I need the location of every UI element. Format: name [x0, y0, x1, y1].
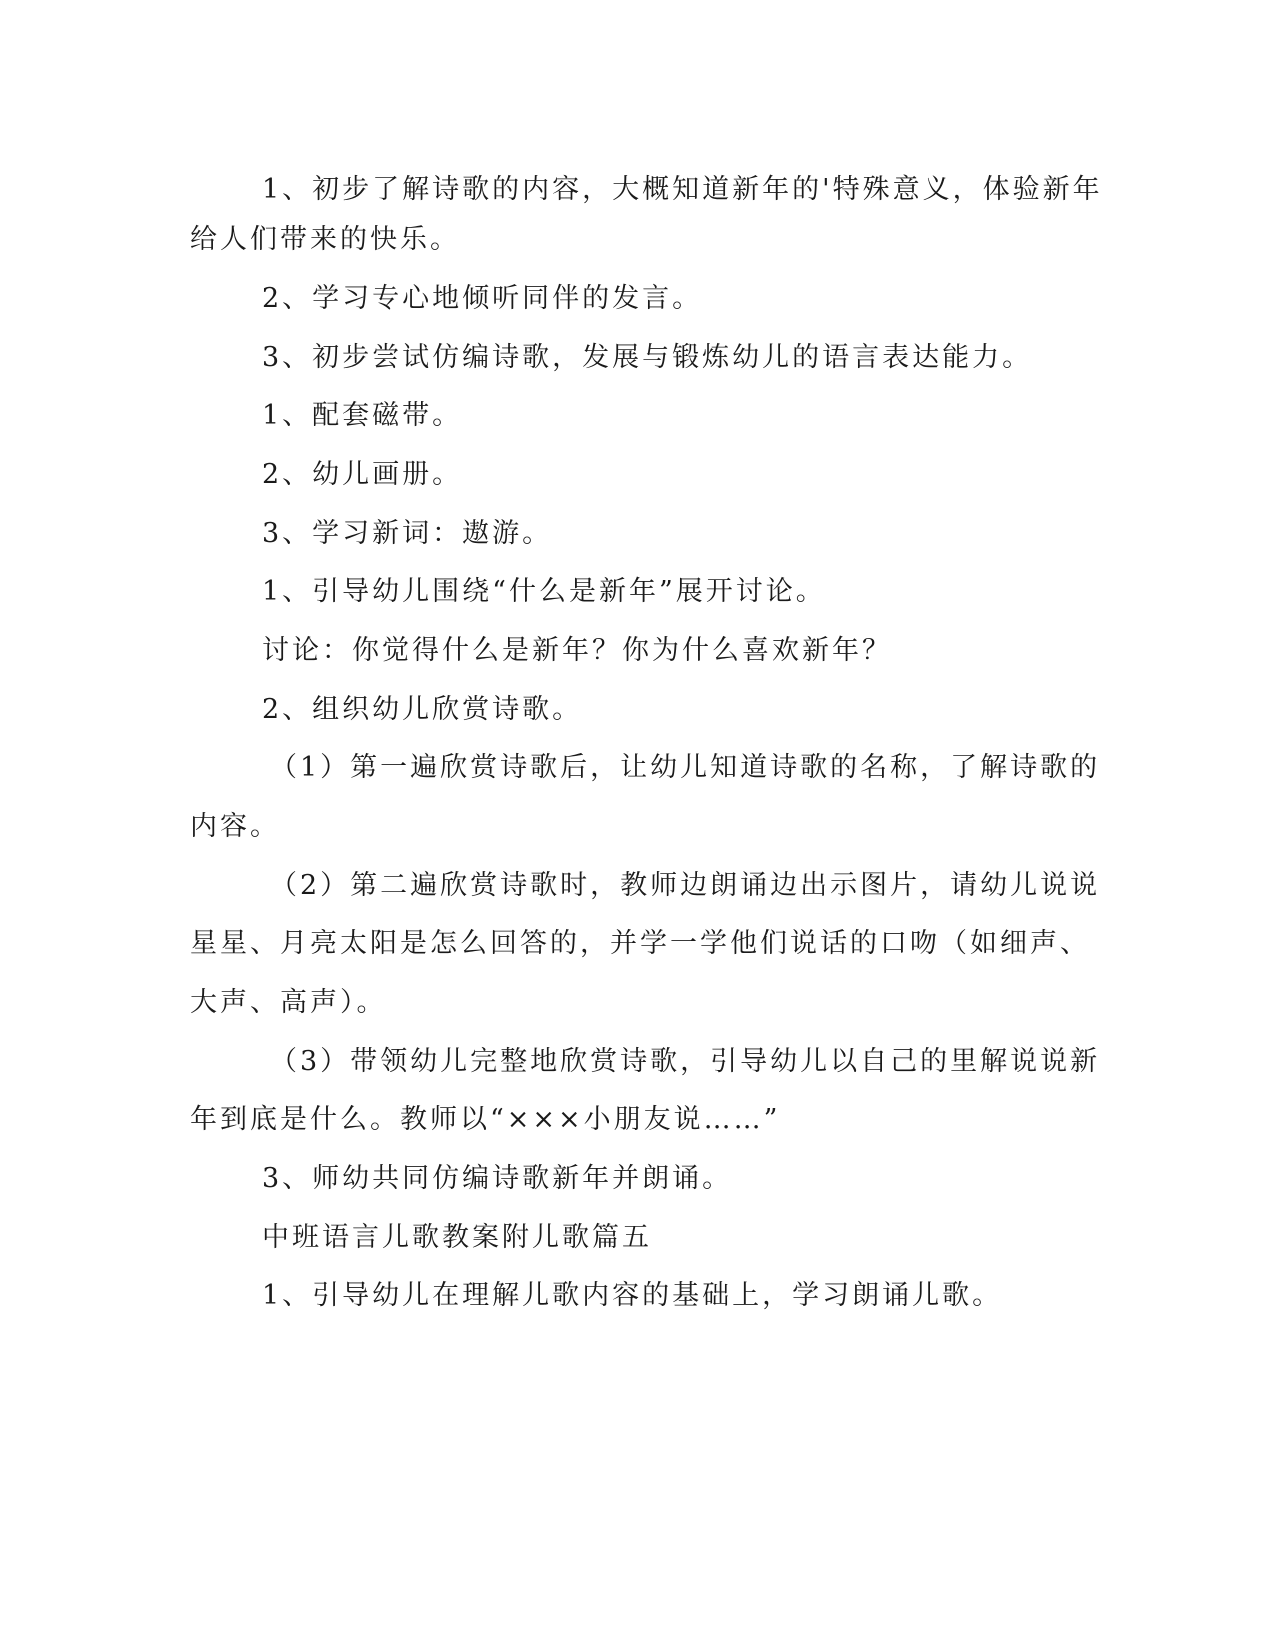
goal-1-line-2: 给人们带来的快乐。 [190, 224, 460, 255]
goal-2: 2、学习专心地倾听同伴的发言。 [262, 283, 703, 314]
substep-1-line-1: （1）第一遍欣赏诗歌后，让幼儿知道诗歌的名称，了解诗歌的 [270, 752, 1101, 783]
goal-1-line-1: 1、初步了解诗歌的内容，大概知道新年的'特殊意义，体验新年 [262, 174, 1103, 205]
process-step-2: 2、组织幼儿欣赏诗歌。 [262, 694, 583, 725]
section-goal-1: 1、引导幼儿在理解儿歌内容的基础上，学习朗诵儿歌。 [262, 1280, 1003, 1311]
discussion-question: 讨论：你觉得什么是新年？你为什么喜欢新年？ [262, 635, 892, 666]
substep-2-line-3: 大声、高声）。 [190, 987, 387, 1018]
section-heading: 中班语言儿歌教案附儿歌篇五 [262, 1222, 652, 1253]
substep-3-line-1: （3）带领幼儿完整地欣赏诗歌，引导幼儿以自己的里解说说新 [270, 1046, 1101, 1077]
process-step-3: 3、师幼共同仿编诗歌新年并朗诵。 [262, 1163, 733, 1194]
material-2: 2、幼儿画册。 [262, 459, 463, 490]
process-step-1: 1、引导幼儿围绕“什么是新年”展开讨论。 [262, 576, 826, 607]
material-3: 3、学习新词：遨游。 [262, 518, 553, 549]
substep-2-line-2: 星星、月亮太阳是怎么回答的，并学一学他们说话的口吻（如细声、 [190, 928, 1090, 959]
material-1: 1、配套磁带。 [262, 400, 463, 431]
substep-2-line-1: （2）第二遍欣赏诗歌时，教师边朗诵边出示图片，请幼儿说说 [270, 870, 1101, 901]
substep-3-line-2: 年到底是什么。教师以“×××小朋友说……” [190, 1104, 781, 1135]
substep-1-line-2: 内容。 [190, 811, 280, 842]
goal-3: 3、初步尝试仿编诗歌，发展与锻炼幼儿的语言表达能力。 [262, 342, 1033, 373]
